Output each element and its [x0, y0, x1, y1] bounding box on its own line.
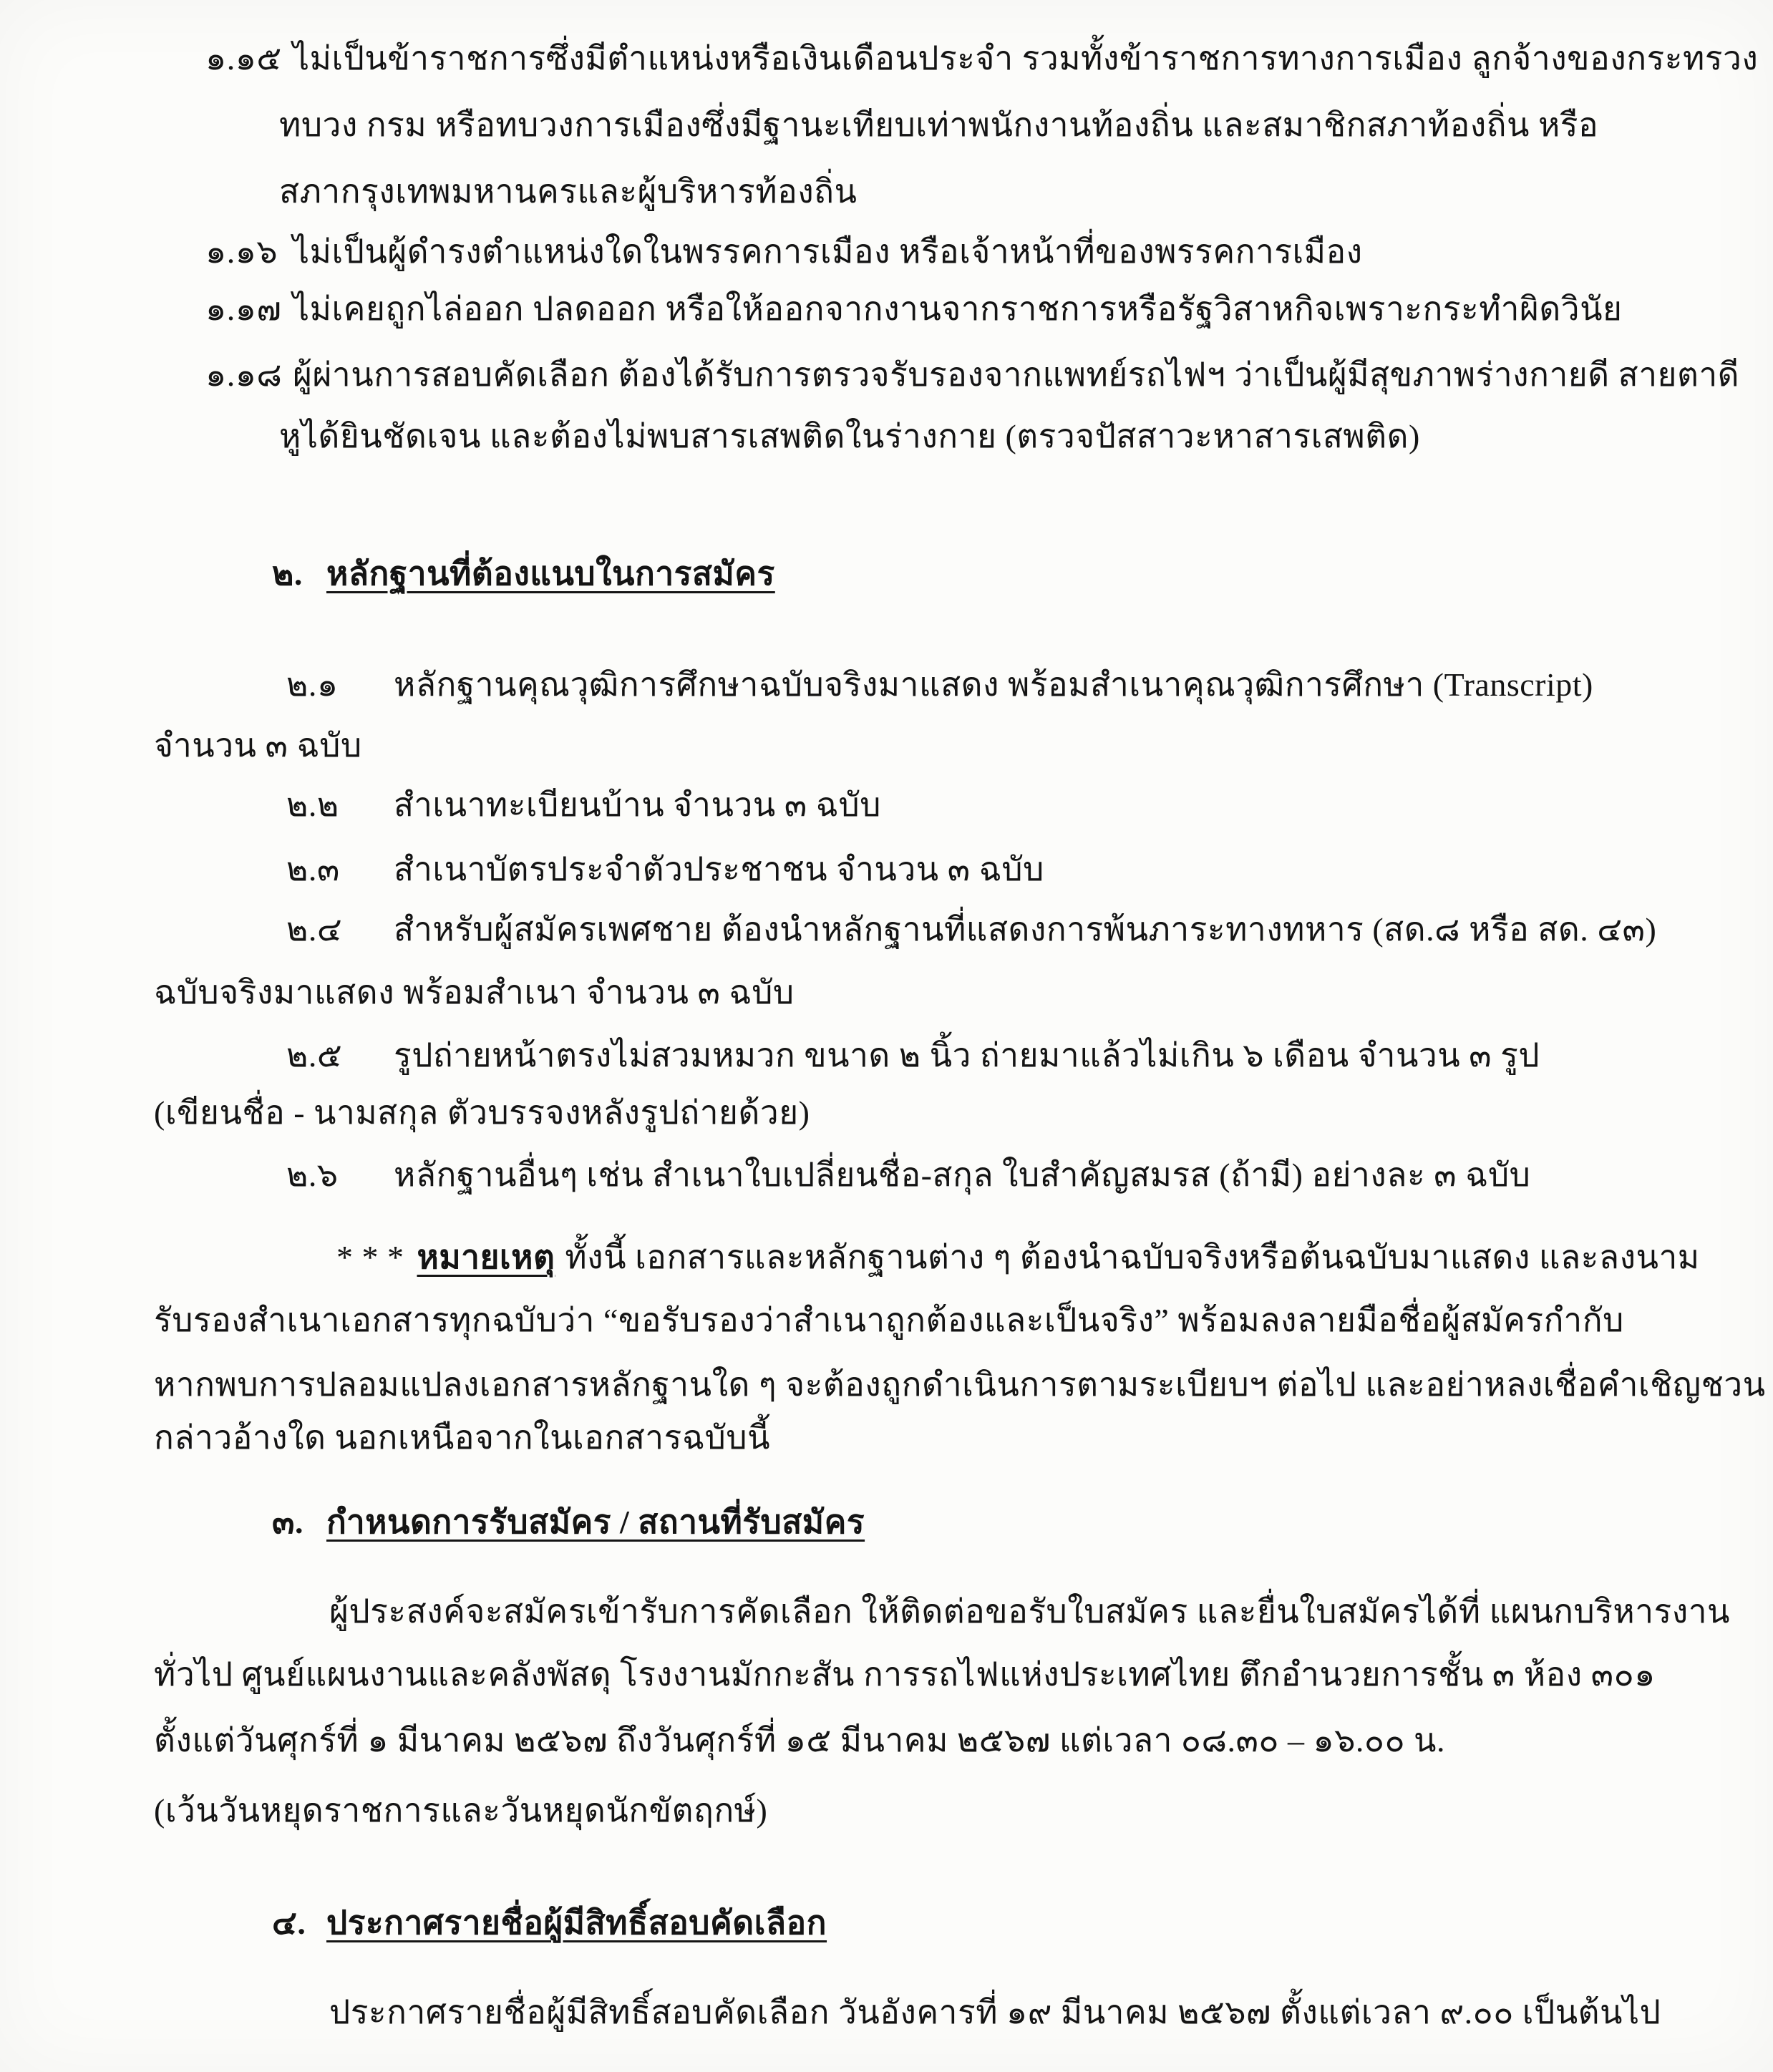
item-1-18-line-2: หูได้ยินชัดเจน และต้องไม่พบสารเสพติดในร่างกาย (ตรวจปัสสาวะหาสารเสพติด)	[279, 418, 1420, 454]
note-label: หมายเหตุ	[417, 1239, 555, 1275]
section-3-para-line-3: ตั้งแต่วันศุกร์ที่ ๑ มีนาคม ๒๕๖๗ ถึงวันศุกร์ที่ ๑๕ มีนาคม ๒๕๖๗ แต่เวลา ๐๘.๓๐ – ๑๖.๐๐ น.	[154, 1722, 1446, 1759]
item-2-5-line-2: (เขียนชื่อ - นามสกุล ตัวบรรจงหลังรูปถ่ายด้วย)	[154, 1094, 810, 1131]
item-2-5-text: รูปถ่ายหน้าตรงไม่สวมหมวก ขนาด ๒ นิ้ว ถ่ายมาแล้วไม่เกิน ๖ เดือน จำนวน ๓ รูป	[394, 1037, 1540, 1074]
item-1-17-text: ไม่เคยถูกไล่ออก ปลดออก หรือให้ออกจากงานจากราชการหรือรัฐวิสาหกิจเพราะกระทำผิดวินัย	[293, 291, 1623, 327]
item-2-3-line	[286, 847, 1044, 892]
note-line-1	[336, 1235, 1700, 1280]
item-2-4-number: ๒.๔	[286, 911, 343, 948]
item-2-3-text: สำเนาบัตรประจำตัวประชาชน จำนวน ๓ ฉบับ	[394, 851, 1044, 887]
item-2-6-number: ๒.๖	[286, 1157, 339, 1193]
item-1-17-line	[205, 286, 1622, 332]
section-2-number: ๒.	[272, 555, 303, 592]
item-1-18-line-1	[205, 352, 1739, 398]
item-2-4-text: สำหรับผู้สมัครเพศชาย ต้องนำหลักฐานที่แสดงการพ้นภาระทางทหาร (สด.๘ หรือ สด. ๔๓)	[394, 911, 1657, 948]
item-2-4-line-2: ฉบับจริงมาแสดง พร้อมสำเนา จำนวน ๓ ฉบับ	[154, 974, 795, 1011]
note-line-4: กล่าวอ้างใด นอกเหนือจากในเอกสารฉบับนี้	[154, 1419, 771, 1456]
item-1-15-line-3: สภากรุงเทพมหานครและผู้บริหารท้องถิ่น	[279, 173, 858, 210]
item-2-3-number: ๒.๓	[286, 851, 340, 887]
section-4-number: ๔.	[272, 1905, 306, 1941]
section-2-title: หลักฐานที่ต้องแนบในการสมัคร	[326, 555, 775, 592]
item-2-6-line	[286, 1152, 1530, 1198]
item-2-2-line	[286, 782, 881, 828]
item-2-1-line-1	[286, 662, 1593, 708]
item-1-16-line	[205, 229, 1363, 275]
item-2-1-number: ๒.๑	[286, 666, 339, 703]
item-1-16-text: ไม่เป็นผู้ดำรงตำแหน่งใดในพรรคการเมือง หรือเจ้าหน้าที่ของพรรคการเมือง	[293, 233, 1363, 270]
item-1-18-text: ผู้ผ่านการสอบคัดเลือก ต้องได้รับการตรวจรับรองจากแพทย์รถไฟฯ ว่าเป็นผู้มีสุขภาพร่างกายดี สายตาดี	[293, 356, 1740, 393]
section-2-heading	[272, 551, 775, 597]
section-4-title: ประกาศรายชื่อผู้มีสิทธิ์สอบคัดเลือก	[326, 1905, 827, 1941]
section-4-heading	[272, 1900, 827, 1946]
item-1-16-number: ๑.๑๖	[205, 233, 278, 270]
item-1-15-line-2: ทบวง กรม หรือทบวงการเมืองซึ่งมีฐานะเทียบเท่าพนักงานท้องถิ่น และสมาชิกสภาท้องถิ่น หรือ	[279, 107, 1599, 143]
note-stars-text: * * *	[336, 1239, 404, 1275]
item-2-4-line-1	[286, 907, 1656, 953]
item-2-1-line-2: จำนวน ๓ ฉบับ	[154, 727, 362, 764]
section-3-heading	[272, 1499, 865, 1545]
item-2-1-text: หลักฐานคุณวุฒิการศึกษาฉบับจริงมาแสดง พร้อมสำเนาคุณวุฒิการศึกษา (Transcript)	[394, 666, 1593, 703]
section-3-para-line-4: (เว้นวันหยุดราชการและวันหยุดนักขัตฤกษ์)	[154, 1792, 768, 1829]
item-2-2-number: ๒.๒	[286, 787, 339, 823]
item-2-5-number: ๒.๕	[286, 1037, 343, 1074]
note-line-3: หากพบการปลอมแปลงเอกสารหลักฐานใด ๆ จะต้องถูกดำเนินการตามระเบียบฯ ต่อไป และอย่าหลงเชื่อคำเชิญชวน	[154, 1366, 1766, 1403]
item-1-15-line-1	[205, 36, 1758, 82]
note-line-1-rest: ทั้งนี้ เอกสารและหลักฐานต่าง ๆ ต้องนำฉบับจริงหรือต้นฉบับมาแสดง และลงนาม	[565, 1239, 1700, 1275]
item-2-5-line-1	[286, 1033, 1540, 1079]
section-3-para-line-2: ทั่วไป ศูนย์แผนงานและคลังพัสดุ โรงงานมักกะสัน การรถไฟแห่งประเทศไทย ตึกอำนวยการชั้น ๓ ห้อง ๓๐๑	[154, 1656, 1656, 1693]
item-1-18-number: ๑.๑๘	[205, 356, 283, 393]
section-3-title: กำหนดการรับสมัคร / สถานที่รับสมัคร	[326, 1504, 865, 1540]
section-4-para-line-1: ประกาศรายชื่อผู้มีสิทธิ์สอบคัดเลือก วันอังคารที่ ๑๙ มีนาคม ๒๕๖๗ ตั้งแต่เวลา ๙.๐๐ เป็นต้นไป	[329, 1994, 1661, 2030]
section-3-number: ๓.	[272, 1504, 303, 1540]
section-3-para-line-1: ผู้ประสงค์จะสมัครเข้ารับการคัดเลือก ให้ติดต่อขอรับใบสมัคร และยื่นใบสมัครได้ที่ แผนกบริหารงาน	[329, 1593, 1730, 1630]
item-1-15-text: ไม่เป็นข้าราชการซึ่งมีตำแหน่งหรือเงินเดือนประจำ รวมทั้งข้าราชการทางการเมือง ลูกจ้างของกระทรวง	[293, 40, 1759, 77]
item-2-2-text: สำเนาทะเบียนบ้าน จำนวน ๓ ฉบับ	[394, 787, 881, 823]
item-1-15-number: ๑.๑๕	[205, 40, 282, 77]
note-line-2: รับรองสำเนาเอกสารทุกฉบับว่า “ขอรับรองว่าสำเนาถูกต้องและเป็นจริง” พร้อมลงลายมือชื่อผู้สมัครกำกับ	[154, 1302, 1624, 1338]
item-2-6-text: หลักฐานอื่นๆ เช่น สำเนาใบเปลี่ยนชื่อ-สกุล ใบสำคัญสมรส (ถ้ามี) อย่างละ ๓ ฉบับ	[394, 1157, 1531, 1193]
item-1-17-number: ๑.๑๗	[205, 291, 282, 327]
